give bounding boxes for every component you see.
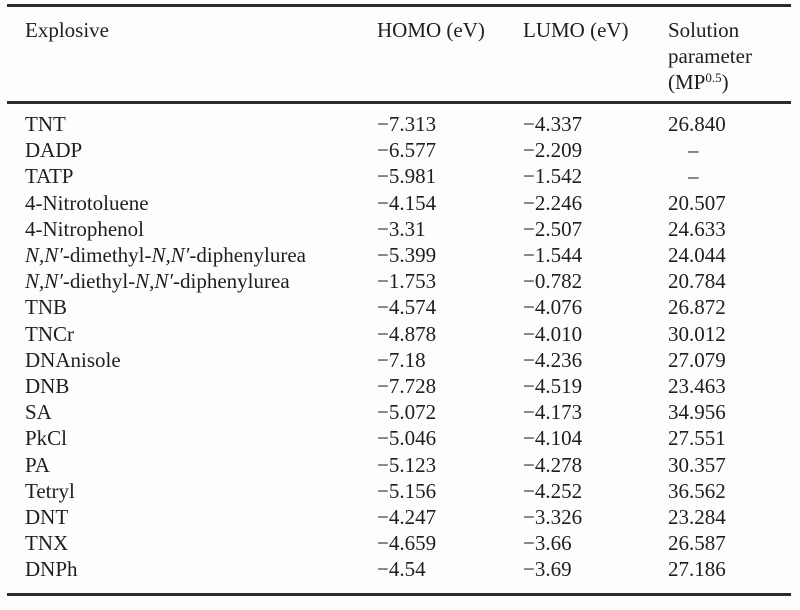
- explosive-name-segment: -diphenylurea: [189, 243, 306, 268]
- homo-value: −4.659: [377, 531, 437, 556]
- solution-header-unit-exponent: 0.5: [705, 70, 722, 85]
- column-header-explosive: Explosive: [25, 18, 109, 42]
- solution-parameter-value: 20.507: [668, 190, 726, 215]
- table-row: [7, 163, 791, 189]
- table-row: [7, 425, 791, 451]
- explosive-name: [7, 556, 377, 582]
- lumo-value: −4.519: [523, 374, 583, 399]
- explosive-name: [7, 268, 377, 294]
- solution-parameter-value: 26.840: [668, 112, 726, 136]
- solution-parameter-value: 23.284: [668, 505, 726, 530]
- solution-parameter-value: 27.079: [668, 347, 726, 372]
- solution-parameter-value: 23.463: [668, 374, 726, 399]
- table-row: [7, 294, 791, 320]
- explosive-name-segment: Tetryl: [25, 478, 75, 503]
- explosive-name: [7, 425, 377, 451]
- explosive-name: [7, 373, 377, 399]
- homo-value: −4.247: [377, 505, 437, 530]
- explosive-name-segment: DNAnisole: [25, 347, 121, 372]
- lumo-value: −3.69: [523, 557, 572, 582]
- homo-value: −7.18: [377, 347, 426, 372]
- lumo-value: −4.236: [523, 347, 583, 372]
- explosive-name-segment: -dimethyl-: [62, 243, 152, 268]
- homo-value: −3.31: [377, 216, 426, 241]
- lumo-value: −2.507: [523, 216, 583, 241]
- lumo-value: −1.542: [523, 164, 583, 189]
- solution-parameter-value: 30.357: [668, 452, 726, 477]
- solution-parameter-value: –: [688, 138, 699, 163]
- explosive-name-segment: DADP: [25, 138, 83, 163]
- explosive-name-segment: 4-Nitrotoluene: [25, 190, 149, 215]
- homo-value: −7.728: [377, 374, 437, 399]
- lumo-value: −1.544: [523, 243, 583, 268]
- lumo-value: −2.209: [523, 138, 583, 163]
- lumo-value: −2.246: [523, 190, 583, 215]
- explosive-name-segment: 4-Nitrophenol: [25, 216, 144, 241]
- solution-parameter-value: 36.562: [668, 478, 726, 503]
- homo-value: −6.577: [377, 138, 437, 163]
- explosive-name-segment: TATP: [25, 164, 74, 189]
- lumo-value: −4.173: [523, 400, 583, 425]
- column-header-lumo: LUMO (eV): [523, 18, 629, 42]
- explosive-name-italic-segment: N,N′: [151, 243, 190, 268]
- explosive-name: [7, 321, 377, 347]
- table-body: [7, 104, 791, 593]
- solution-header-unit-suffix: ): [721, 70, 729, 94]
- explosive-name: [7, 452, 377, 478]
- explosive-name: [7, 478, 377, 504]
- table-row: [7, 242, 791, 268]
- homo-value: −4.154: [377, 190, 437, 215]
- solution-header-line3: [668, 69, 791, 98]
- table-row: [7, 111, 791, 137]
- table-row: [7, 556, 791, 582]
- solution-parameter-value: 26.587: [668, 531, 726, 556]
- solution-header-line2: parameter: [668, 44, 752, 68]
- solution-parameter-value: 34.956: [668, 400, 726, 425]
- table-row: [7, 321, 791, 347]
- table-row: [7, 452, 791, 478]
- explosive-name: [7, 216, 377, 242]
- solution-parameter-value: 27.551: [668, 426, 726, 451]
- homo-value: −4.54: [377, 557, 426, 582]
- explosive-name-segment: TNX: [25, 531, 69, 556]
- solution-parameter-value: 26.872: [668, 295, 726, 320]
- homo-value: −4.574: [377, 295, 437, 320]
- explosive-name-italic-segment: N,N′: [25, 243, 63, 268]
- homo-value: −5.072: [377, 400, 437, 425]
- explosive-name-italic-segment: N,N′: [25, 269, 63, 294]
- explosive-name-segment: DNB: [25, 374, 70, 399]
- solution-parameter-value: 24.633: [668, 216, 726, 241]
- table-row: [7, 137, 791, 163]
- table-row: [7, 530, 791, 556]
- lumo-value: −4.076: [523, 295, 583, 320]
- table-row: [7, 504, 791, 530]
- explosive-name: [7, 530, 377, 556]
- explosive-name-segment: PA: [25, 452, 50, 477]
- explosive-name: [7, 190, 377, 216]
- explosive-name-segment: SA: [25, 400, 52, 425]
- homo-value: −5.981: [377, 164, 437, 189]
- homo-value: −5.399: [377, 243, 437, 268]
- lumo-value: −3.66: [523, 531, 572, 556]
- explosive-name-segment: -diphenylurea: [173, 269, 290, 294]
- homo-value: −1.753: [377, 269, 437, 294]
- homo-value: −5.156: [377, 478, 437, 503]
- explosives-properties-table: [7, 4, 791, 596]
- solution-parameter-value: 30.012: [668, 321, 726, 346]
- explosive-name-segment: TNCr: [25, 321, 74, 346]
- solution-parameter-value: 24.044: [668, 243, 726, 268]
- explosive-name: [7, 111, 377, 137]
- explosive-name: [7, 347, 377, 373]
- explosive-name-segment: PkCl: [25, 426, 68, 451]
- lumo-value: −4.010: [523, 321, 583, 346]
- lumo-value: −4.278: [523, 452, 583, 477]
- solution-parameter-value: 27.186: [668, 557, 726, 582]
- lumo-value: −4.252: [523, 478, 583, 503]
- column-header-homo: HOMO (eV): [377, 18, 485, 42]
- homo-value: −5.123: [377, 452, 437, 477]
- solution-header-unit-prefix: (MP: [668, 70, 706, 94]
- lumo-value: −3.326: [523, 505, 583, 530]
- lumo-value: −4.104: [523, 426, 583, 451]
- column-header-solution-parameter: [668, 17, 791, 98]
- explosive-name: [7, 399, 377, 425]
- explosive-name-segment: DNT: [25, 505, 69, 530]
- explosive-name-segment: DNPh: [25, 557, 78, 582]
- table-row: [7, 268, 791, 294]
- table-row: [7, 347, 791, 373]
- explosive-name-italic-segment: N,N′: [135, 269, 174, 294]
- homo-value: −7.313: [377, 112, 437, 136]
- solution-parameter-value: –: [688, 164, 699, 189]
- explosive-name: [7, 294, 377, 320]
- table-rule-bottom: [7, 593, 791, 596]
- lumo-value: −4.337: [523, 112, 583, 136]
- solution-header-line1: Solution: [668, 18, 740, 42]
- explosive-name: [7, 504, 377, 530]
- table-row: [7, 478, 791, 504]
- table-row: [7, 190, 791, 216]
- table-row: [7, 399, 791, 425]
- explosive-name: [7, 137, 377, 163]
- explosive-name: [7, 242, 377, 268]
- solution-parameter-value: 20.784: [668, 269, 726, 294]
- explosive-name: [7, 163, 377, 189]
- homo-value: −4.878: [377, 321, 437, 346]
- table-row: [7, 216, 791, 242]
- explosive-name-segment: TNT: [25, 112, 66, 136]
- table-row: [7, 373, 791, 399]
- homo-value: −5.046: [377, 426, 437, 451]
- explosive-name-segment: TNB: [25, 295, 67, 320]
- lumo-value: −0.782: [523, 269, 583, 294]
- explosive-name-segment: -diethyl-: [62, 269, 136, 294]
- table-header-row: [7, 7, 791, 101]
